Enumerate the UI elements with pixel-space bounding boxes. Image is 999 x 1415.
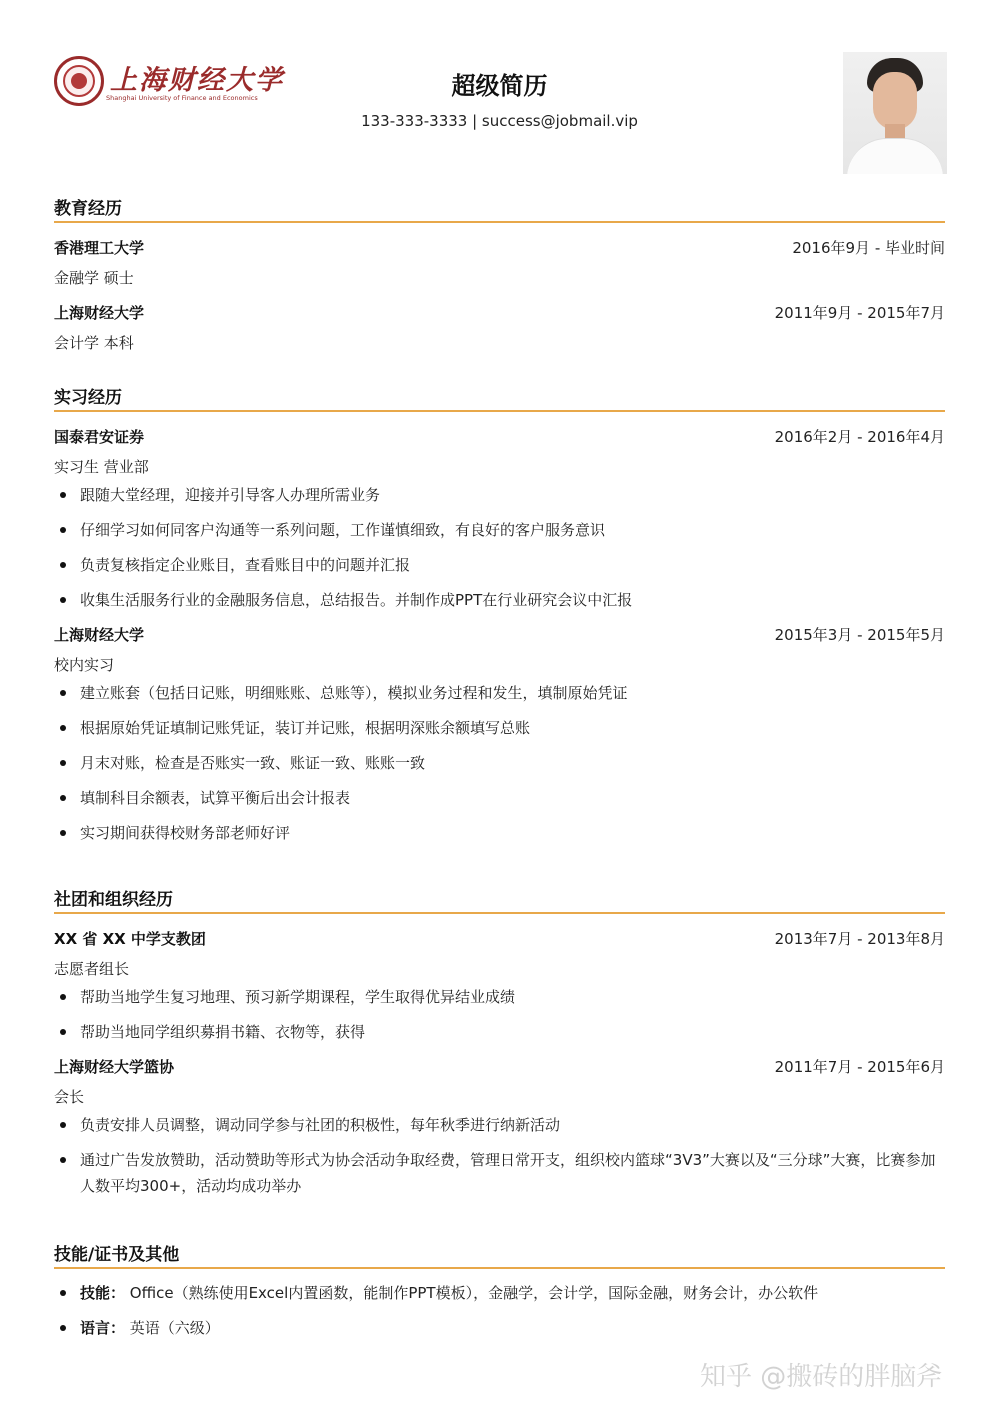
skills-item (54, 1280, 945, 1306)
entry-name: XX 省 XX 中学支教团 (54, 930, 206, 948)
entry-name: 国泰君安证券 (54, 428, 145, 446)
list-item: 收集生活服务行业的金融服务信息，总结报告。并制作成PPT在行业研究会议中汇报 (54, 587, 945, 613)
list-item: 通过广告发放赞助，活动赞助等形式为协会活动争取经费，管理日常开支，组织校内篮球“3V3”大赛以及“三分球”大赛，比赛参加人数平均300+，活动均成功举办 (54, 1147, 945, 1199)
education-section (54, 194, 945, 352)
logo-english-name: Shanghai University of Finance and Economics (106, 94, 258, 102)
internship-section (54, 383, 945, 846)
entry-subtitle: 会长 (54, 1088, 85, 1106)
resume-title: 超级简历 (451, 72, 548, 100)
section-heading: 技能/证书及其他 (54, 1245, 180, 1265)
logo-chinese-name: 上海财经大学 (110, 65, 284, 96)
contact-info: 133-333-3333 | success@jobmail.vip (361, 112, 638, 130)
language-item (54, 1315, 945, 1341)
entry-subtitle: 志愿者组长 (54, 960, 130, 978)
section-heading: 实习经历 (54, 388, 122, 408)
watermark: 知乎 @搬砖的胖脑斧 (700, 1362, 943, 1392)
list-item: 实习期间获得校财务部老师好评 (54, 820, 945, 846)
language-text: 英语（六级） (129, 1319, 220, 1337)
internship-entry (54, 624, 945, 846)
entry-subtitle: 校内实习 (54, 656, 115, 674)
section-heading: 教育经历 (54, 199, 122, 219)
entry-date: 2011年7月 - 2015年6月 (774, 1058, 945, 1076)
list-item: 仔细学习如何同客户沟通等一系列问题，工作谨慎细致，有良好的客户服务意识 (54, 517, 945, 543)
club-entry (54, 928, 945, 1045)
entry-name: 上海财经大学 (54, 304, 145, 322)
list-item: 月末对账，检查是否账实一致、账证一致、账账一致 (54, 750, 945, 776)
profile-photo (843, 52, 947, 174)
skill-label: 技能： (80, 1284, 126, 1302)
education-entry (54, 237, 945, 287)
list-item: 帮助当地学生复习地理、预习新学期课程，学生取得优异结业成绩 (54, 984, 945, 1010)
section-divider (54, 221, 945, 223)
list-item: 负责复核指定企业账目，查看账目中的问题并汇报 (54, 552, 945, 578)
entry-date: 2015年3月 - 2015年5月 (774, 626, 945, 644)
list-item: 跟随大堂经理，迎接并引导客人办理所需业务 (54, 482, 945, 508)
language-label: 语言： (80, 1319, 126, 1337)
skills-section (54, 1240, 945, 1341)
entry-date: 2013年7月 - 2013年8月 (774, 930, 945, 948)
entry-date: 2016年2月 - 2016年4月 (774, 428, 945, 446)
entry-date: 2011年9月 - 2015年7月 (774, 304, 945, 322)
list-item: 建立账套（包括日记账，明细账账、总账等），模拟业务过程和发生，填制原始凭证 (54, 680, 945, 706)
entry-name: 上海财经大学篮协 (54, 1058, 175, 1076)
section-divider (54, 410, 945, 412)
internship-entry (54, 426, 945, 613)
list-item: 帮助当地同学组织募捐书籍、衣物等，获得 (54, 1019, 945, 1045)
section-divider (54, 1267, 945, 1269)
club-entry (54, 1056, 945, 1199)
education-entry (54, 302, 945, 352)
entry-name: 上海财经大学 (54, 626, 145, 644)
list-item: 填制科目余额表，试算平衡后出会计报表 (54, 785, 945, 811)
list-item: 负责安排人员调整，调动同学参与社团的积极性，每年秋季进行纳新活动 (54, 1112, 945, 1138)
clubs-section (54, 885, 945, 1199)
entry-subtitle: 金融学 硕士 (54, 269, 134, 287)
entry-name: 香港理工大学 (54, 239, 145, 257)
entry-date: 2016年9月 - 毕业时间 (792, 239, 945, 257)
skill-text: Office（熟练使用Excel内置函数，能制作PPT模板），金融学，会计学，国际金融，财务会计，办公软件 (129, 1284, 819, 1302)
entry-subtitle: 会计学 本科 (54, 334, 134, 352)
section-heading: 社团和组织经历 (54, 890, 173, 910)
entry-subtitle: 实习生 营业部 (54, 458, 149, 476)
list-item: 根据原始凭证填制记账凭证，装订并记账，根据明深账余额填写总账 (54, 715, 945, 741)
section-divider (54, 912, 945, 914)
